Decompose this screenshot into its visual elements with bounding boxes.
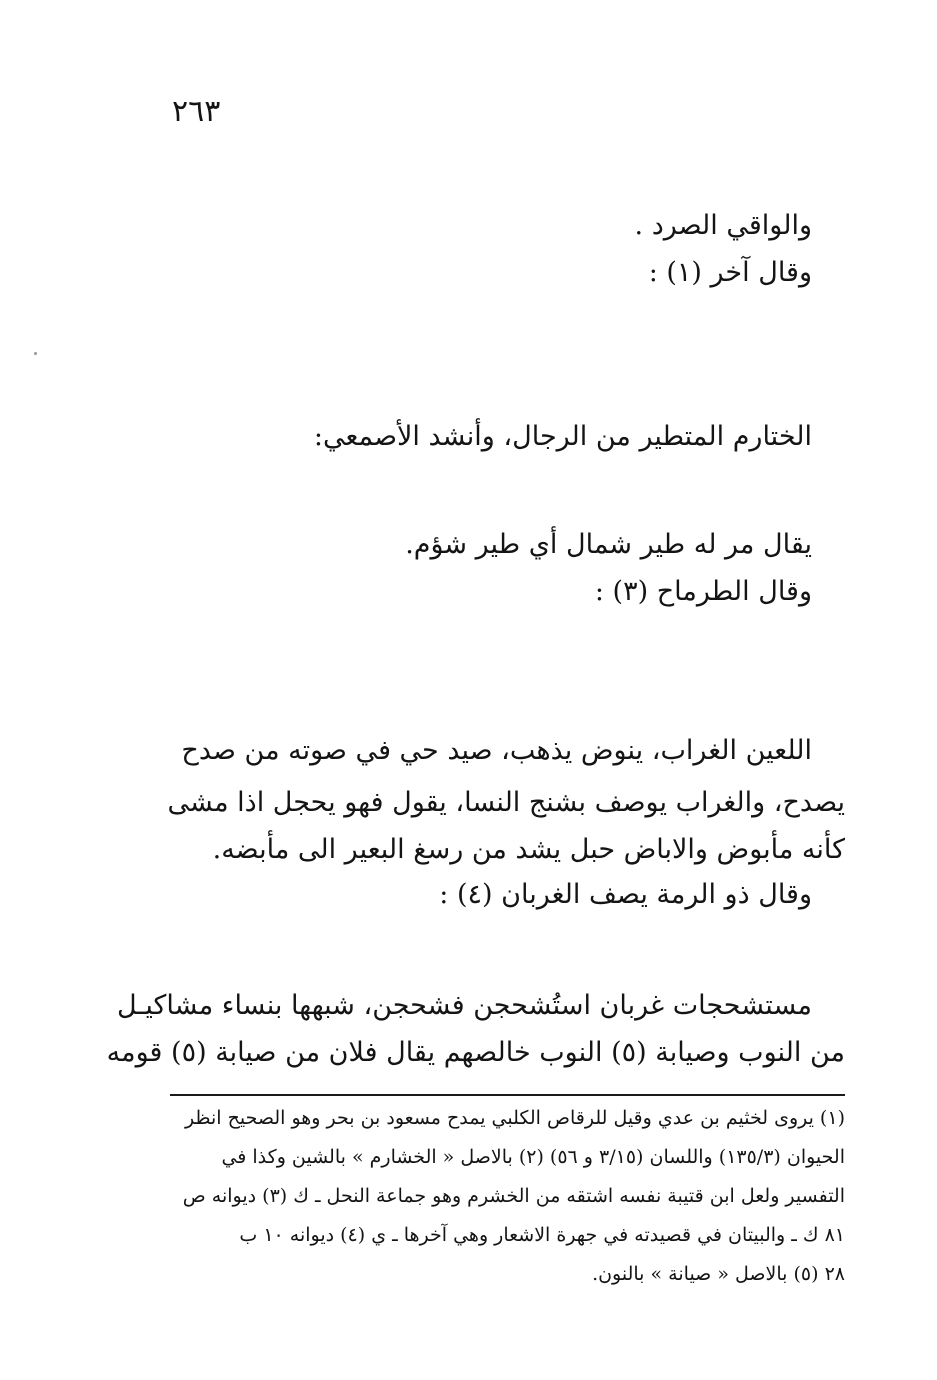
text-line: من النوب وصيابة (٥) النوب خالصهم يقال فلان من صيابة (٥) قومه [106, 1037, 845, 1068]
footnote-line: ٢٨ (٥) بالاصل « صيانة » بالنون. [592, 1263, 845, 1285]
text-line: يصدح، والغراب يوصف بشنج النسا، يقول فهو يحجل اذا مشى [167, 787, 845, 818]
footnote-divider [170, 1094, 845, 1096]
text-line: اللعين الغراب، ينوض يذهب، صيد حي في صوته من صدح [181, 735, 812, 766]
footnote-line: (١) يروى لخثيم بن عدي وقيل للرقاص الكلبي يمدح مسعود بن بحر وهو الصحيح انظر [184, 1107, 845, 1129]
text-line: وقال الطرماح (٣) : [594, 576, 812, 607]
text-line: وقال ذو الرمة يصف الغربان (٤) : [439, 879, 812, 910]
text-line: كأنه مأبوض والاباض حبل يشد من رسغ البعير الى مأبضه. [212, 834, 845, 865]
text-line: والواقي الصرد . [634, 210, 812, 241]
footnote-line: الحيوان (١٣٥/٣) واللسان (٣/١٥ و ٥٦) (٢) بالاصل « الخشارم » بالشين وكذا في [221, 1146, 845, 1168]
text-line: يقال مر له طير شمال أي طير شؤم. [405, 529, 812, 560]
footnote-line: التفسير ولعل ابن قتيبة نفسه اشتقه من الخشرم وهو جماعة النحل ـ ك (٣) ديوانه ص [182, 1185, 845, 1207]
footnote-line: ٨١ ك ـ والبيتان في قصيدته في جهرة الاشعار وهي آخرها ـ ي (٤) ديوانه ١٠ ب [239, 1224, 845, 1246]
scan-speck [34, 352, 37, 355]
page-number: ٢٦٣ [172, 94, 221, 129]
text-line: الختارم المتطير من الرجال، وأنشد الأصمعي: [313, 421, 812, 452]
text-line: وقال آخر (١) : [648, 257, 812, 288]
text-line: مستشحجات غربان استُشحجن فشحجن، شبهها بنساء مشاكيـل [117, 990, 812, 1021]
